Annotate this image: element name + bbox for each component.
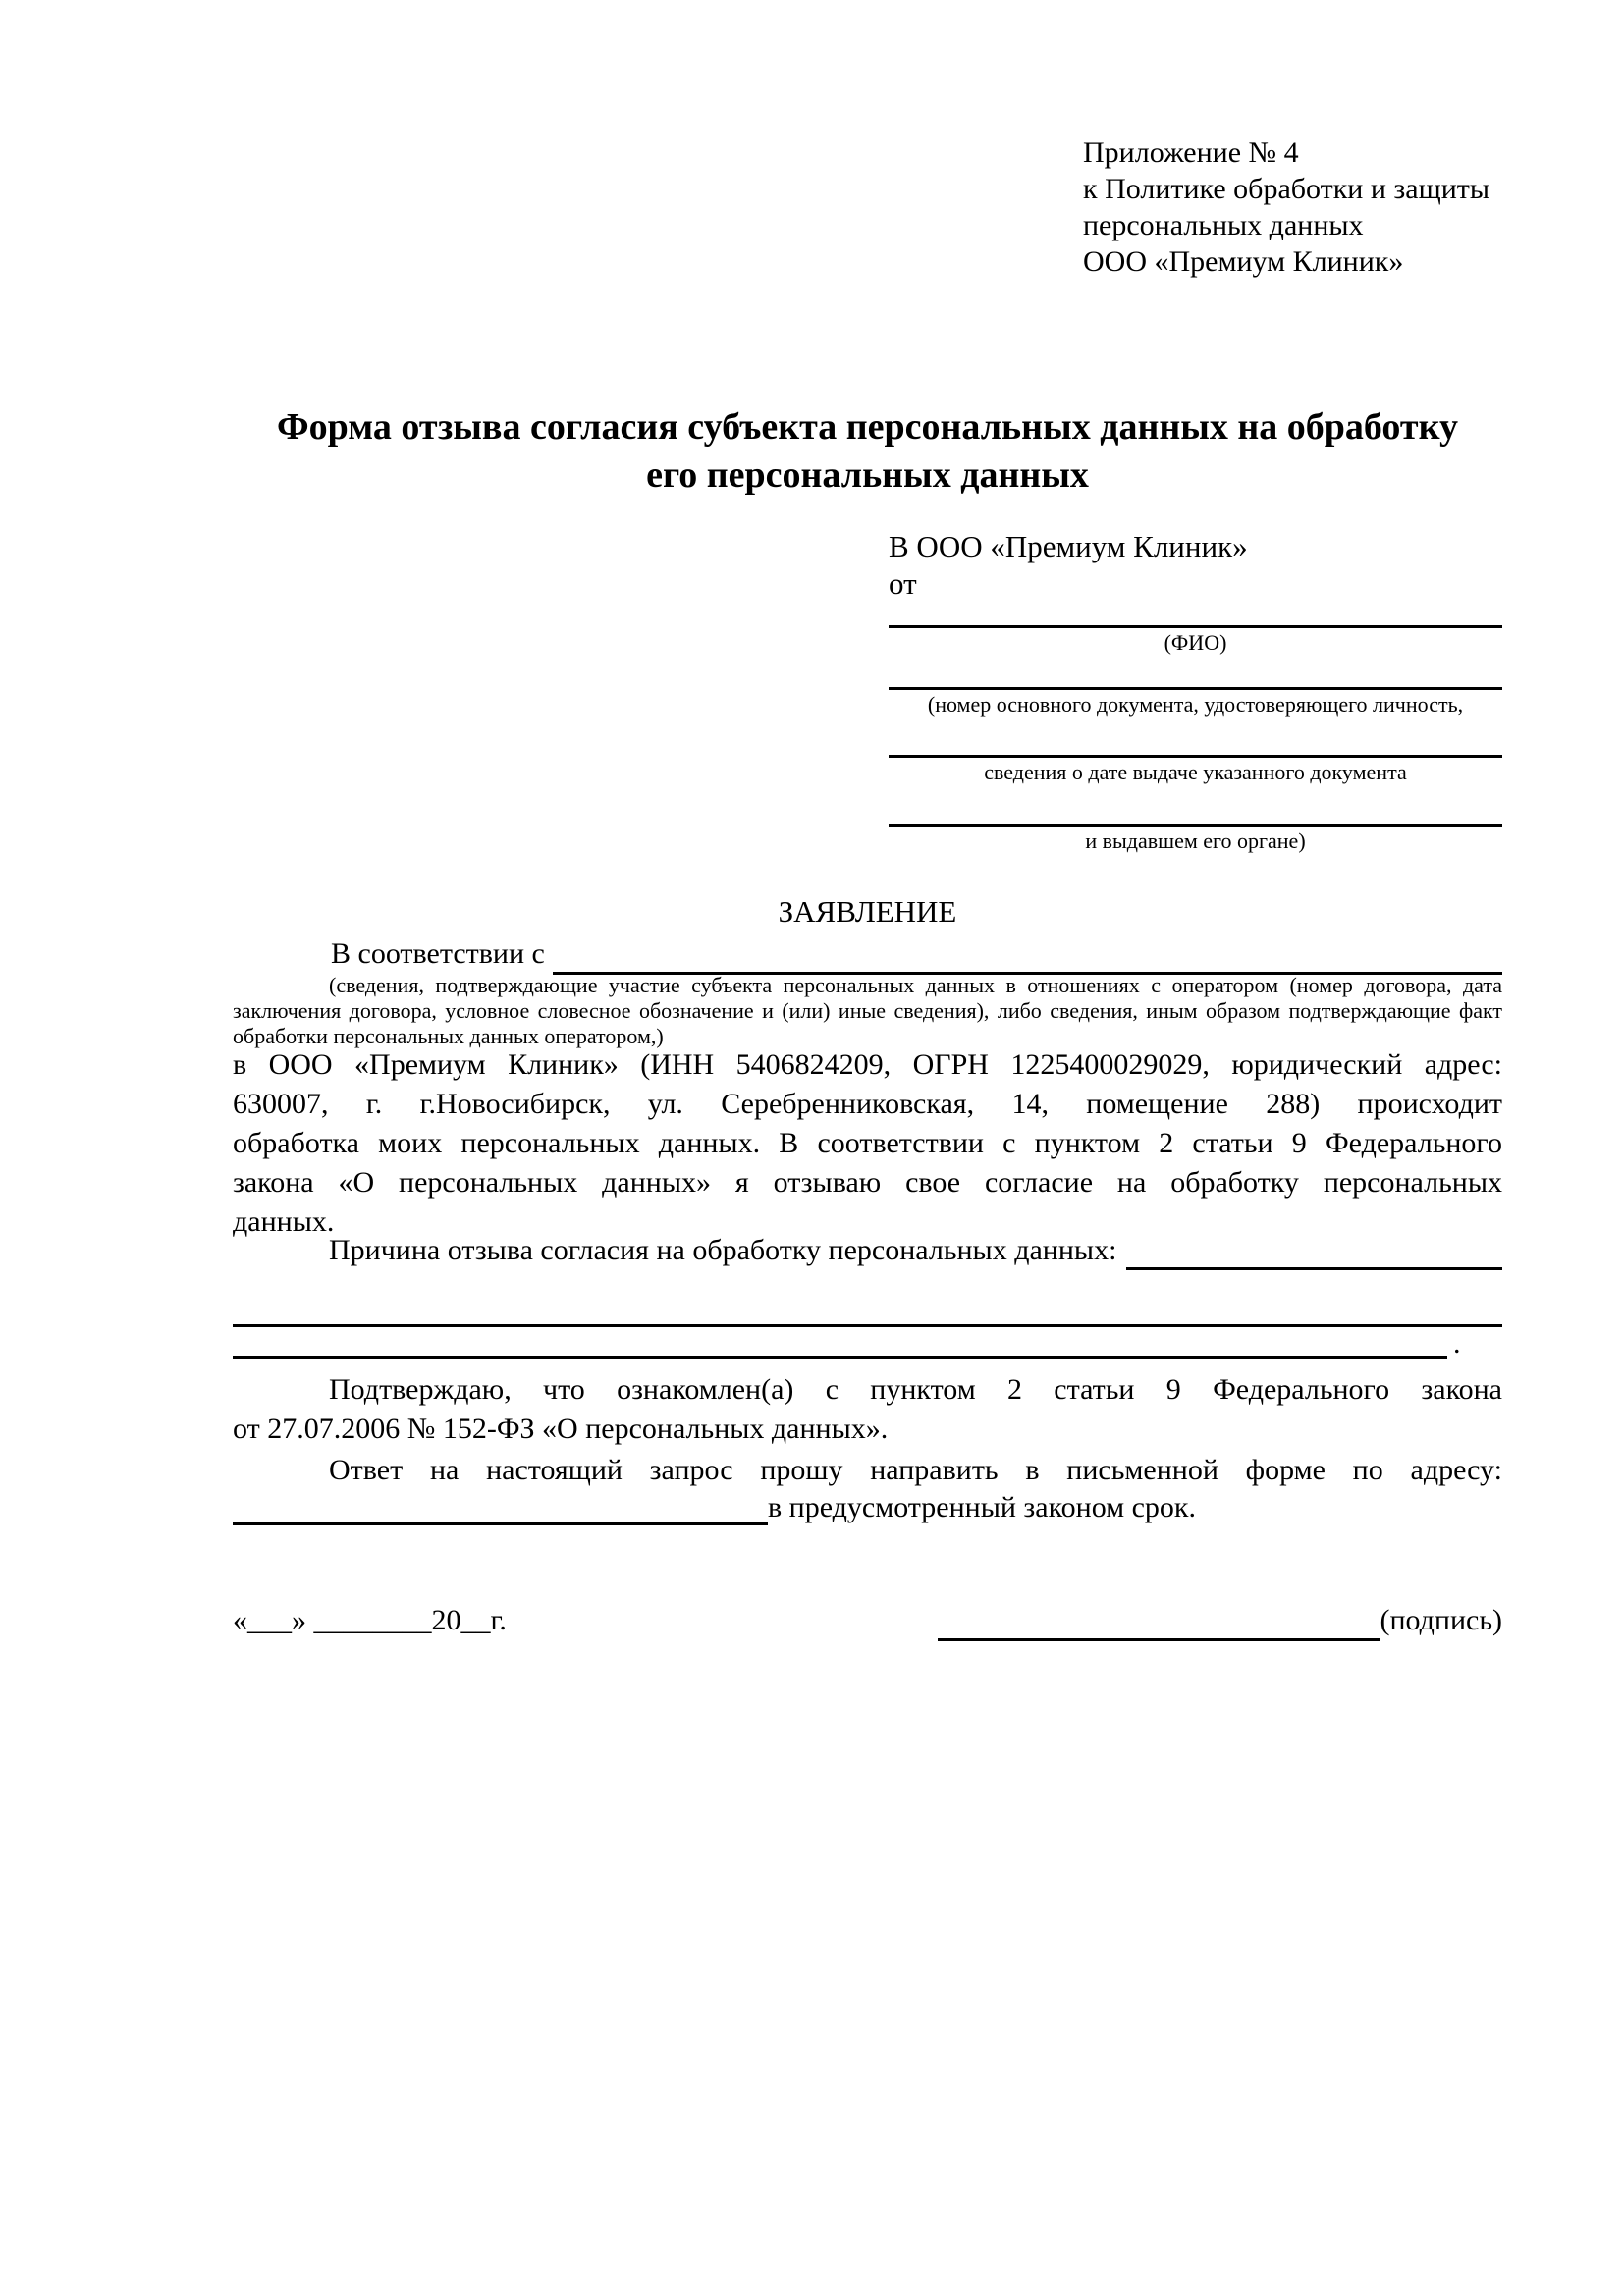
reason-blank-line [1126,1238,1502,1270]
confirmation-paragraph [233,1370,1502,1449]
response-line: Ответ на настоящий запрос прошу направить в письменной форме по адресу: [329,1454,1502,1486]
recipient-from-label: от [889,566,917,601]
document-title-line: его персональных данных [646,454,1089,496]
date-signature-row [233,1600,1502,1641]
continuation-period: . [1453,1327,1461,1360]
footnote-line: (сведения, подтверждающие участие субъекта персональных данных в отношениях с оператором (номер договора, дата [329,973,1502,997]
body-line: данных. [233,1205,335,1238]
response-suffix: в предусмотренный законом срок. [768,1491,1196,1523]
recipient-to: В ООО «Премиум Клиник» [889,529,1248,563]
fio-blank-line [889,625,1502,628]
body-line: обработка моих персональных данных. В соответствии с пунктом 2 статьи 9 Федерального [233,1127,1502,1159]
document-number-caption: (номер основного документа, удостоверяющего личность, [927,692,1464,717]
appendix-header-line: к Политике обработки и защиты [1083,173,1490,205]
footnote [233,973,1502,1049]
appendix-header-line: Приложение № 4 [1083,136,1299,169]
appendix-header [1083,134,1515,280]
recipient-block [889,528,1502,854]
signature-caption: (подпись) [1380,1604,1502,1636]
fio-caption: (ФИО) [1164,630,1227,655]
continuation-blank-line-2-rule [233,1324,1447,1359]
appendix-header-line: ООО «Премиум Клиник» [1083,245,1404,278]
issuing-authority-blank-line [889,824,1502,827]
reason-label: Причина отзыва согласия на обработку персональных данных: [329,1234,1117,1266]
confirmation-line: от 27.07.2006 № 152-ФЗ «О персональных данных». [233,1413,889,1445]
document-number-blank-line [889,687,1502,690]
date-line: «___» ________20__г. [233,1604,507,1636]
intro-blank-line [553,938,1502,975]
intro-prefix: В соответствии с [331,937,545,970]
statement-heading: ЗАЯВЛЕНИЕ [778,894,957,929]
body-paragraph [233,1045,1502,1242]
intro-line [233,934,1502,975]
footnote-line: обработки персональных данных оператором,) [233,1024,664,1048]
reason-line [233,1231,1502,1270]
response-address-row [233,1490,1502,1525]
body-line: закона «О персональных данных» я отзываю свое согласие на обработку персональных [233,1166,1502,1199]
footnote-line: заключения договора, условное словесное обозначение и (или) иные сведения), либо сведения, иным образом подтверждающие факт [233,998,1502,1023]
issuing-authority-caption: и выдавшем его органе) [1085,828,1306,853]
continuation-blank-line-2 [233,1324,1502,1359]
body-line: 630007, г. г.Новосибирск, ул. Серебренниковская, 14, помещение 288) происходит [233,1088,1502,1120]
continuation-blank-line-1 [233,1286,1502,1327]
issue-date-blank-line [889,755,1502,758]
body-line: в ООО «Премиум Клиник» (ИНН 5406824209, ОГРН 1225400029029, юридический адрес: [233,1048,1502,1081]
appendix-header-line: персональных данных [1083,209,1364,241]
issue-date-caption: сведения о дате выдаче указанного документа [984,760,1407,784]
document-title [233,403,1502,500]
address-blank-line [233,1491,768,1525]
signature-blank-line [938,1601,1380,1641]
confirmation-line: Подтверждаю, что ознакомлен(а) с пунктом 2 статьи 9 Федерального закона [329,1373,1502,1406]
document-title-line: Форма отзыва согласия субъекта персональных данных на обработку [277,406,1458,448]
response-paragraph [233,1451,1502,1525]
